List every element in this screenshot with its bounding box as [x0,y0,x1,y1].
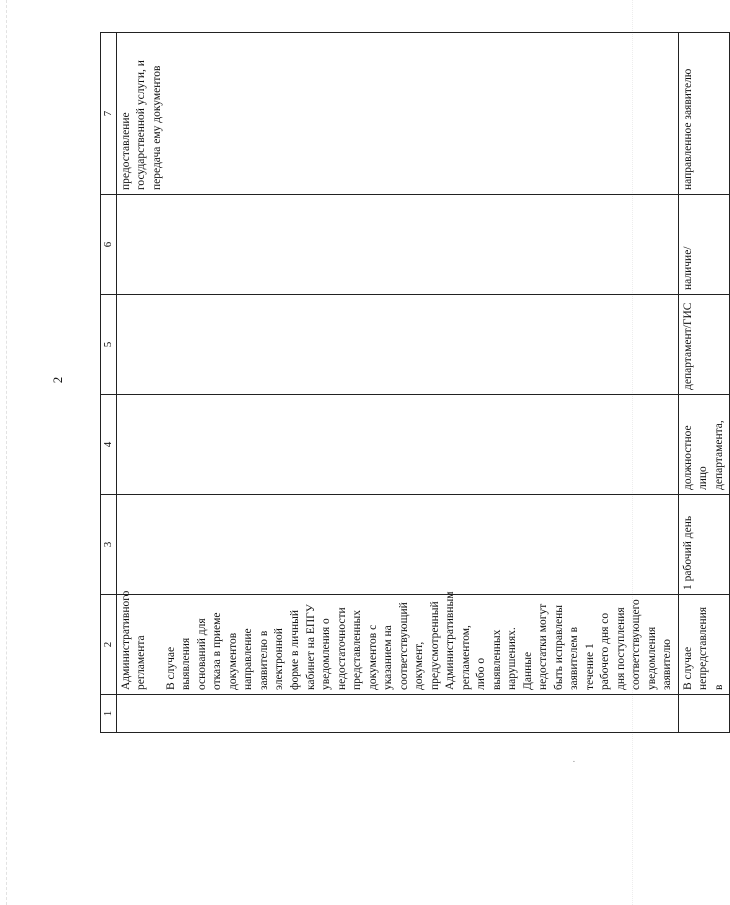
header-cell-6: 6 [101,195,117,295]
table-row [678,33,730,733]
header-cell-1: 1 [101,695,117,733]
header-cell-4: 4 [101,395,117,495]
table-row [116,33,678,733]
procedure-body: В случае выявления оснований для отказа в приеме документов направление заявителю в электронной форме в личный кабинет на ЕПГУ уведомления о недостаточности представленных документов с указанием на соответствующий документ, предусмотренный Административным регламентом, либо о выявленных нарушениях. Данные недостатки могут быть исправлены заявителем в течение 1 рабочего дня со дня поступления соответствующего уведомления заявителю [164,591,674,690]
header-row [101,33,117,733]
cell-number [678,695,730,733]
cell-duration: 1 рабочий день [678,495,730,595]
cell-duration [116,495,678,595]
cell-procedure [116,590,678,695]
cell-number [116,695,678,733]
cell-responsible: должностное лицо департамента, [678,395,730,495]
cell-criteria [116,195,678,295]
cell-result: направленное заявителю [678,33,730,195]
procedure-intro: Административного регламента [119,590,148,690]
header-cell-3: 3 [101,495,117,595]
cell-location [116,295,678,395]
margin-mark: . [566,760,577,763]
header-cell-2: 2 [101,595,117,695]
cell-procedure: В случае непредставления в [678,595,730,695]
scan-edge-left [6,0,8,905]
cell-result: предоставление государственной услуги, и передача ему документов [116,33,678,195]
rotated-table-wrapper [100,33,725,733]
procedure-table [100,32,730,733]
header-cell-7: 7 [101,33,117,195]
cell-criteria: наличие/ [678,195,730,295]
page-number: 2 [50,376,65,384]
cell-location: департамент/ГИС [678,295,730,395]
cell-responsible [116,395,678,495]
header-cell-5: 5 [101,295,117,395]
